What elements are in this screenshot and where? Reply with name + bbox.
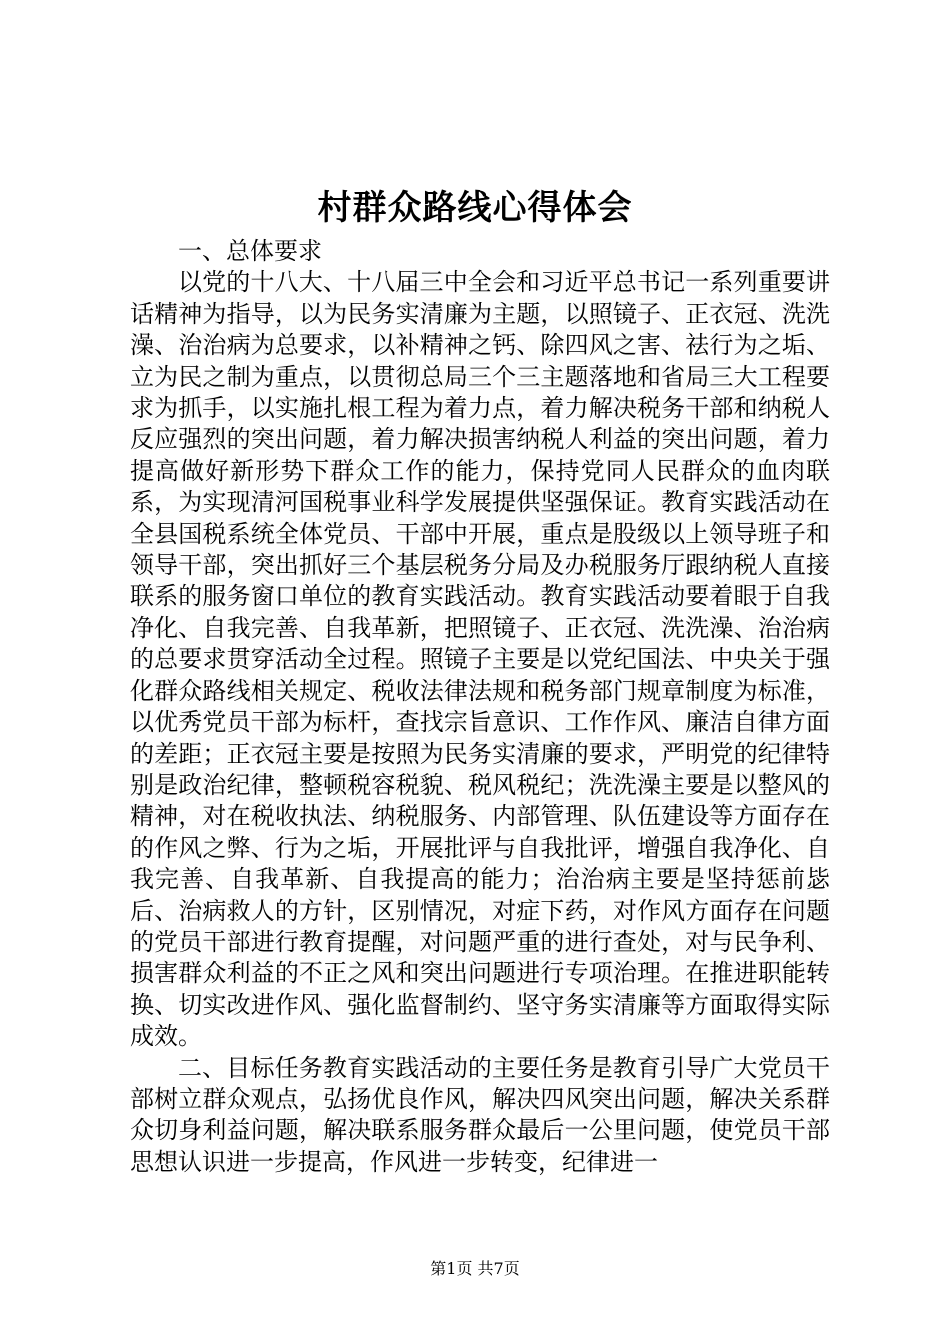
document-title: 村群众路线心得体会 — [317, 188, 633, 228]
body-paragraph: 以党的十八大、十八届三中全会和习近平总书记一系列重要讲话精神为指导，以为民务实清廉为主题，以照镜子、正衣冠、洗洗澡、治治病为总要求，以补精神之钙、除四风之害、祛行为之垢、立为民之制为重点，以贯彻总局三个三主题落地和省局三大工程要求为抓手，以实施扎根工程为着力点，着力解决税务干部和纳税人反应强烈的突出问题，着力解决损害纳税人利益的突出问题，着力提高做好新形势下群众工作的能力，保持党同人民群众的血肉联系，为实现清河国税事业科学发展提供坚强保证。教育实践活动在全县国税系统全体党员、干部中开展，重点是股级以上领导班子和领导干部，突出抓好三个基层税务分局及办税服务厅跟纳税人直接联系的服务窗口单位的教育实践活动。教育实践活动要着眼于自我净化、自我完善、自我革新，把照镜子、正衣冠、洗洗澡、治治病的总要求贯穿活动全过程。照镜子主要是以党纪国法、中央关于强化群众路线相关规定、税收法律法规和税务部门规章制度为标准，以优秀党员干部为标杆，查找宗旨意识、工作作风、廉洁自律方面的差距；正衣冠主要是按照为民务实清廉的要求，严明党的纪律特别是政治纪律，整顿税容税貌、税风税纪；洗洗澡主要是以整风的精神，对在税收执法、纳税服务、内部管理、队伍建设等方面存在的作风之弊、行为之垢，开展批评与自我批评，增强自我净化、自我完善、自我革新、自我提高的能力；治治病主要是坚持惩前毖后、治病救人的方针，区别情况，对症下药，对作风方面存在问题的党员干部进行教育提醒，对问题严重的进行查处，对与民争利、损害群众利益的不正之风和突出问题进行专项治理。在推进职能转换、切实改进作风、强化监督制约、坚守务实清廉等方面取得实际成效。 — [130, 268, 830, 1051]
page-footer: 第1页 共7页 — [430, 1259, 520, 1278]
section-paragraph-objectives: 二、目标任务教育实践活动的主要任务是教育引导广大党员干部树立群众观点，弘扬优良作风，解决四风突出问题，解决关系群众切身利益问题，解决联系服务群众最后一公里问题，使党员干部思想认识进一步提高，作风进一步转变，纪律进一 — [130, 1053, 830, 1176]
section-heading-general-requirements: 一、总体要求 — [178, 237, 322, 265]
document-body — [130, 236, 830, 1178]
